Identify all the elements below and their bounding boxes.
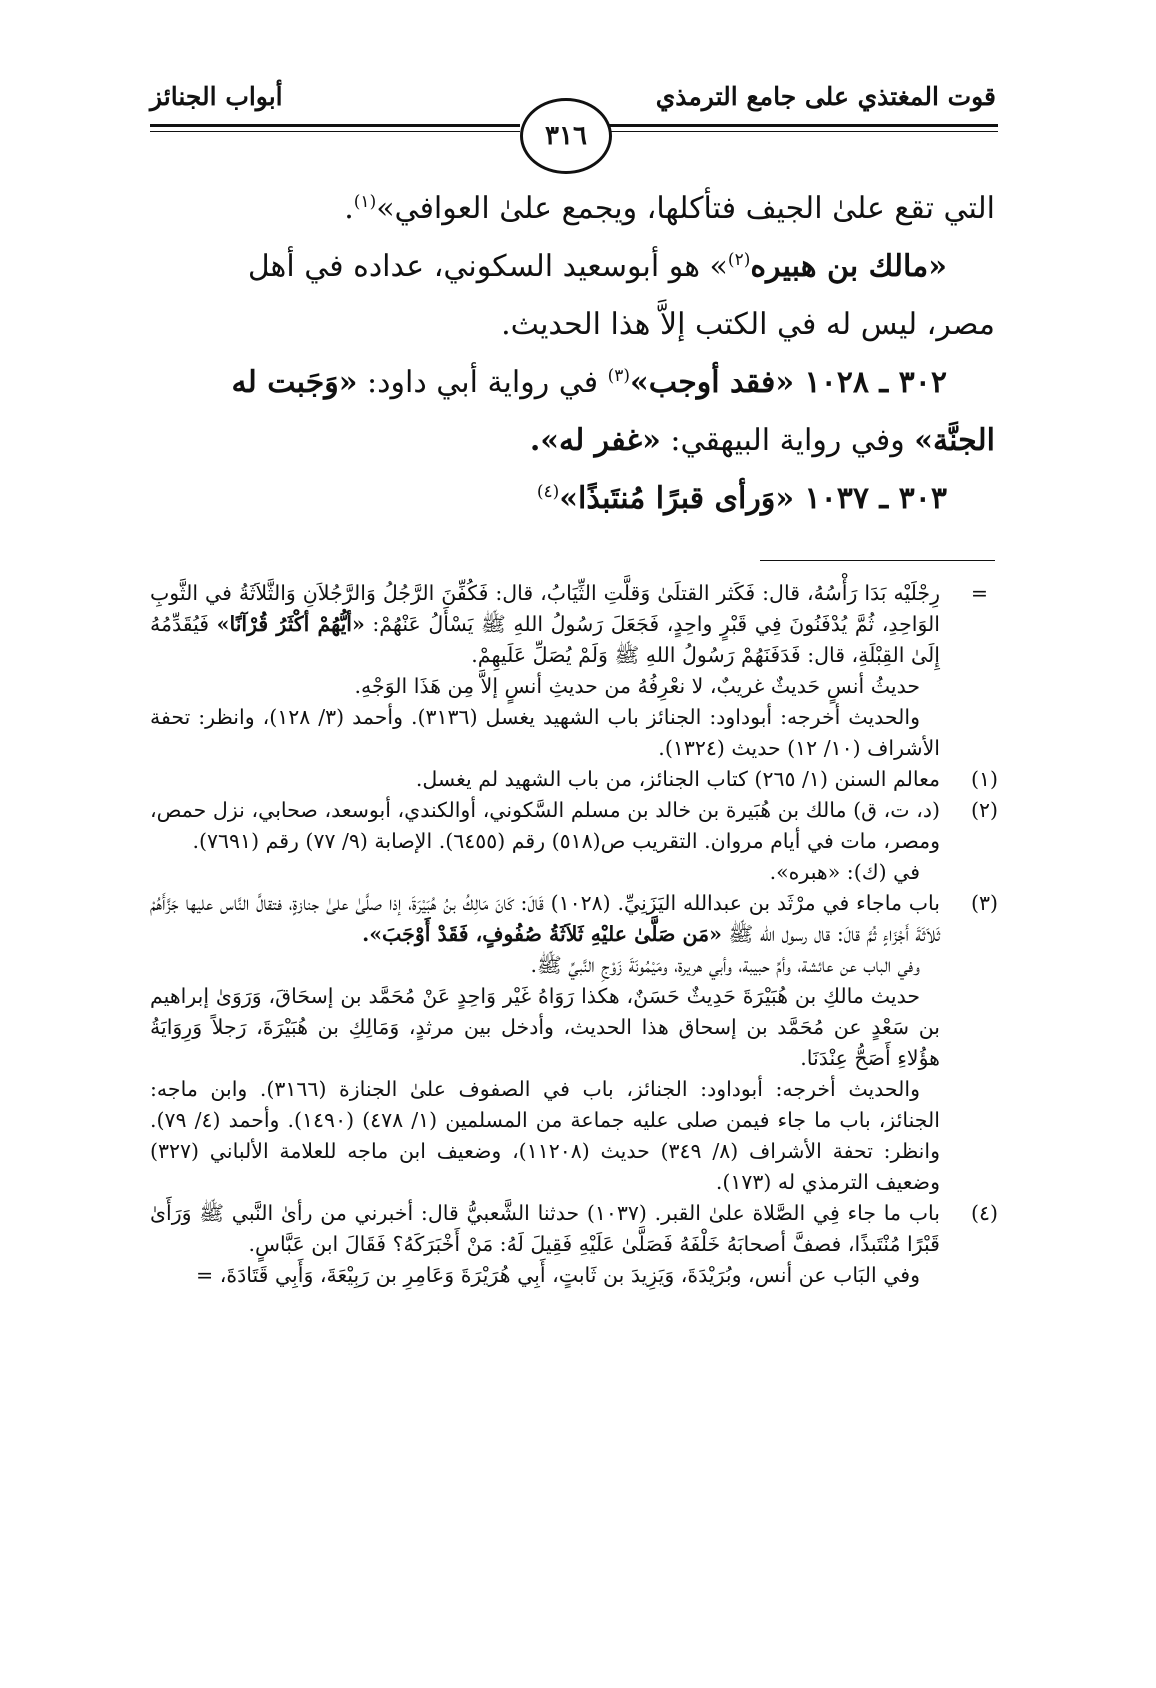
main-paragraph-malik: «مالك بن هبيره$^{(٢)}$» هو أبوسعيد السكوني، عداده في أهل bbox=[247, 249, 947, 284]
header-rule-right bbox=[606, 124, 998, 127]
main-text bbox=[155, 180, 995, 528]
footnote-text: والحديث أخرجه: أبوداود: الجنائز، باب في الصفوف علىٰ الجنازة (٣١٦٦). وابن ماجه: الجنائز، باب ما جاء فيمن صلى عليه جماعة من المسلمين (١/ ٤٧٨) (١٤٩٠). وأحمد (٤/ ٧٩). وانظر: تحفة الأشراف (٨/ ٣٤٩) حديث (١١٢٠٨)، وضعيف ابن ماجه للعلامة الألباني (٣٢٧) وضعيف الترمذي له (١٧٣). bbox=[150, 1077, 940, 1194]
footnote-text: في (ك): «هبره». bbox=[769, 860, 920, 884]
footnote-1: (١) معالم السنن (١/ ٢٦٥) كتاب الجنائز، من باب الشهيد لم يغسل. bbox=[415, 767, 998, 791]
footnote-3: (٣) باب ماجاء في مرْثَد بن عبدالله اليَزَنِيِّ. (١٠٢٨) قَالَ: كَانَ مَالِكُ بنُ هُبَيْرَةَ، إذا صلَّىٰ علىٰ جنازةٍ، فتقالَّ النَّاس عليها جَزَّأَهُمْ ثَلاَثَةَ أَجْزَاءٍ ثُمَّ قالَ: قال رسول الله ﷺ «مَن صَلَّىٰ عليْهِ ثَلاَثَةُ صُفُوفٍ، فَقَدْ أَوْجَبَ». bbox=[150, 891, 998, 946]
header-rule-left bbox=[150, 124, 520, 127]
main-entry-302: ٣٠٢ ـ ١٠٢٨ «فقد أوجب»$^{(٣)}$ في رواية أبي داود: «وَجَبت له bbox=[231, 365, 947, 400]
header-rule-right-thin bbox=[606, 131, 998, 132]
footnote-text: حديثُ أنسٍ حَديثٌ غريبٌ، لا نعْرِفُهُ من حديثِ أنسٍ إلاَّ مِن هَذَا الوَجْهِ. bbox=[354, 674, 920, 698]
page-number: ٣١٦ bbox=[520, 98, 612, 174]
main-entry-303: ٣٠٣ ـ ١٠٣٧ «وَرأى قبرًا مُنتَبذًا»$^{(٤)}$ bbox=[536, 481, 947, 516]
footnote-continuation: = رِجْلَيْه بَدَا رَأْسُهُ، قال: فَكَثر القتلَىٰ وَقلَّتِ الثِّيَابُ، قال: فَكُفِّنَ الرَّجُلُ وَالرَّجُلاَنِ وَالثَّلاَثَةُ في الثَّوبِ الوَاحِدِ، ثُمَّ يُدْفَنُونَ فِي قَبْرٍ واحِدٍ، فَجَعَلَ رَسُولُ اللهِ ﷺ يَسْأَلُ عَنْهُمْ: «أيُّهُمْ أكْثَرُ قُرْآنًا» فَيُقَدِّمُهُ إِلَىٰ القِبْلَةِ، قال: فَدَفَنَهُمْ رَسُولُ اللهِ ﷺ وَلَمْ يُصَلِّ عَلَيهِمْ. bbox=[150, 578, 998, 671]
footnote-separator bbox=[760, 560, 995, 561]
header-rule-left-thin bbox=[150, 131, 520, 132]
main-line: الجنَّة» وفي رواية البيهقي: «غفر له». bbox=[529, 423, 995, 458]
footnote-text: والحديث أخرجه: أبوداود: الجنائز باب الشهيد يغسل (٣١٣٦). وأحمد (٣/ ١٢٨)، وانظر: تحفة الأشراف (١٠/ ١٢) حديث (١٣٢٤). bbox=[150, 705, 940, 760]
footnote-text: وفي البَاب عن أنس، وبُرَيْدَةَ، وَيَزِيدَ بن ثَابتٍ، أَبِي هُرَيْرَةَ وَعَامِرِ بن رَبِيْعَةَ، وَأَبِي قَتَادَةَ، = bbox=[196, 1263, 920, 1287]
footnote-text: حديث مالكِ بن هُبَيْرَةَ حَدِيثٌ حَسَنٌ، هكذا رَوَاهُ غَيْر وَاحِدٍ عَنْ مُحَمَّد بن إسحَاقَ، وَرَوَىٰ إبراهيم بن سَعْدٍ عن مُحَمَّد بن إسحاق هذا الحديث، وأدخل بين مرثدٍ، وَمَالِكِ بن هُبَيْرَةَ، رَجلاً وَرِوَايَةُ هؤُلاءِ أَصَحُّ عِنْدَنَا. bbox=[150, 984, 940, 1070]
footnote-text: وفي الباب عن عائشة، وأمِّ حبيبة، وأبي هريرة، ومَيْمُونَةَ زَوْجِ النَّبيِّ ﷺ. bbox=[530, 953, 920, 977]
main-line: مصر، ليس له في الكتب إلاَّ هذا الحديث. bbox=[501, 307, 995, 342]
footnotes bbox=[150, 578, 998, 1291]
continuation-marker: = bbox=[970, 581, 988, 605]
main-line: التي تقع علىٰ الجيف فتأكلها، ويجمع علىٰ العوافي»$^{(١)}$. bbox=[344, 191, 995, 226]
footnote-2: (٢) (د، ت، ق) مالك بن هُبَيرة بن خالد بن مسلم السَّكوني، أوالكندي، أبوسعد، صحابي، نزل حمص، ومصر، مات في أيام مروان. التقريب ص(٥١٨) رقم (٦٤٥٥). الإصابة (٩/ ٧٧) رقم (٧٦٩١). bbox=[150, 798, 998, 853]
running-header-book-title: قوت المغتذي على جامع الترمذي bbox=[655, 82, 996, 111]
running-header-chapter: أبواب الجنائز bbox=[150, 82, 283, 111]
footnote-4: (٤) باب ما جاء فِي الصَّلاة علىٰ القبر. (١٠٣٧) حدثنا الشَّعبيُّ قال: أخبرني من رأىٰ النَّبي ﷺ وَرَأَىٰ قَبْرًا مُنْتَبذًا، فصفَّ أصحابَهُ خَلْفَهُ فَصَلَّىٰ عَلَيْهِ فَقِيلَ لَهُ: مَنْ أَخْبَرَكَهُ؟ فَقَالَ ابن عَبَّاسٍ. bbox=[150, 1201, 998, 1256]
